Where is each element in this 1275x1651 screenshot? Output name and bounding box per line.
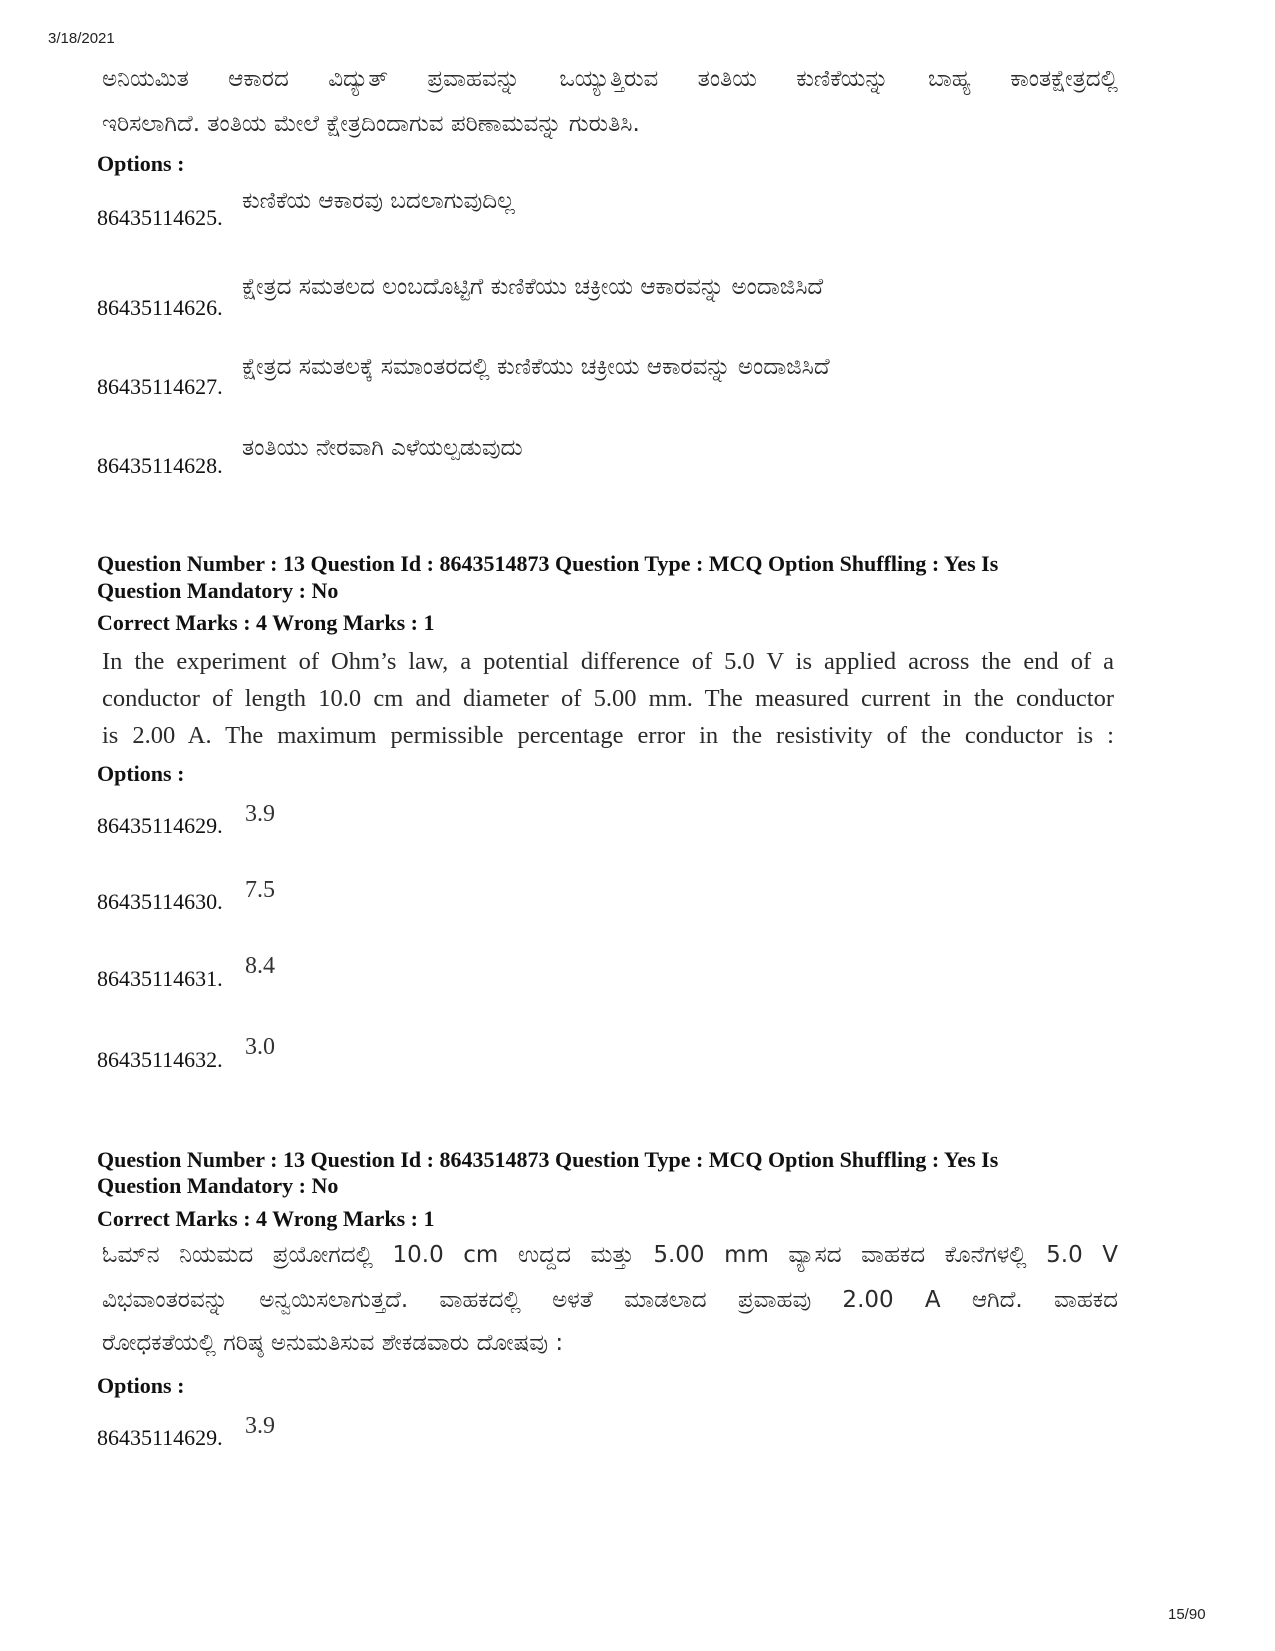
q13en-meta-line-2: Question Mandatory : No	[97, 578, 339, 603]
q12-options-label: Options :	[97, 151, 185, 176]
page-number: 15/90	[1168, 1606, 1206, 1623]
q12-option-id-4: 86435114628.	[97, 453, 223, 478]
q12-option-id-3: 86435114627.	[97, 374, 223, 399]
q13en-option-id-1: 86435114629.	[97, 813, 223, 838]
q12-option-id-2: 86435114626.	[97, 295, 223, 320]
q13en-option-text-4: 3.0	[245, 1034, 275, 1060]
q13kn-option-id-1: 86435114629.	[97, 1425, 223, 1450]
q13kn-stem-line-3: ರೋಧಕತೆಯಲ್ಲಿ ಗರಿಷ್ಠ ಅನುಮತಿಸುವ ಶೇಕಡವಾರು ದೋಷವು :	[102, 1330, 564, 1356]
q13kn-stem-line-2: ವಿಭವಾಂತರವನ್ನು ಅನ್ವಯಿಸಲಾಗುತ್ತದೆ. ವಾಹಕದಲ್ಲಿ ಅಳತೆ ಮಾಡಲಾದ ಪ್ರವಾಹವು 2.00 A ಆಗಿದೆ. ವಾಹಕದ	[102, 1287, 1118, 1313]
q13en-stem-line-1: In the experiment of Ohm’s law, a potential difference of 5.0 V is applied across the end of a	[102, 648, 1114, 675]
q13en-option-id-3: 86435114631.	[97, 966, 223, 991]
q13en-stem-line-2: conductor of length 10.0 cm and diameter of 5.00 mm. The measured current in the conductor	[102, 685, 1114, 712]
q12-option-text-4: ತಂತಿಯು ನೇರವಾಗಿ ಎಳೆಯಲ್ಪಡುವುದು	[242, 435, 523, 461]
q13kn-meta-line-1: Question Number : 13 Question Id : 8643514873 Question Type : MCQ Option Shuffling : Yes Is	[97, 1147, 999, 1172]
q12-option-text-2: ಕ್ಷೇತ್ರದ ಸಮತಲದ ಲಂಬದೊಟ್ಟಿಗೆ ಕುಣಿಕೆಯು ಚಕ್ರೀಯ ಆಕಾರವನ್ನು ಅಂದಾಜಿಸಿದೆ	[242, 274, 824, 300]
q12-option-text-1: ಕುಣಿಕೆಯ ಆಕಾರವು ಬದಲಾಗುವುದಿಲ್ಲ	[242, 188, 515, 214]
q13kn-marks: Correct Marks : 4 Wrong Marks : 1	[97, 1206, 435, 1231]
q12-stem-line-1: ಅನಿಯಮಿತ ಆಕಾರದ ವಿದ್ಯುತ್ ಪ್ರವಾಹವನ್ನು ಒಯ್ಯುತ್ತಿರುವ ತಂತಿಯ ಕುಣಿಕೆಯನ್ನು ಬಾಹ್ಯ ಕಾಂತಕ್ಷೇತ್ರದಲ್ಲಿ	[102, 66, 1118, 92]
q13en-marks: Correct Marks : 4 Wrong Marks : 1	[97, 610, 435, 635]
q13en-stem-line-3: is 2.00 A. The maximum permissible percentage error in the resistivity of the conductor is :	[102, 722, 1114, 749]
q13en-options-label: Options :	[97, 761, 185, 786]
q13kn-stem-line-1: ಓಮ್‌ನ ನಿಯಮದ ಪ್ರಯೋಗದಲ್ಲಿ 10.0 cm ಉದ್ದದ ಮತ್ತು 5.00 mm ವ್ಯಾಸದ ವಾಹಕದ ಕೊನೆಗಳಲ್ಲಿ 5.0 V	[102, 1242, 1118, 1268]
q12-stem-line-2: ಇರಿಸಲಾಗಿದೆ. ತಂತಿಯ ಮೇಲೆ ಕ್ಷೇತ್ರದಿಂದಾಗುವ ಪರಿಣಾಮವನ್ನು ಗುರುತಿಸಿ.	[102, 111, 640, 137]
q13kn-option-text-1: 3.9	[245, 1413, 275, 1439]
q12-option-id-1: 86435114625.	[97, 205, 223, 230]
q13en-option-text-1: 3.9	[245, 801, 275, 827]
print-date: 3/18/2021	[48, 30, 115, 47]
q13kn-meta-line-2: Question Mandatory : No	[97, 1173, 339, 1198]
q13kn-options-label: Options :	[97, 1373, 185, 1398]
q13en-option-id-2: 86435114630.	[97, 889, 223, 914]
q13en-option-text-3: 8.4	[245, 953, 275, 979]
q13en-option-text-2: 7.5	[245, 877, 275, 903]
q13en-meta-line-1: Question Number : 13 Question Id : 8643514873 Question Type : MCQ Option Shuffling : Yes Is	[97, 551, 999, 576]
q12-option-text-3: ಕ್ಷೇತ್ರದ ಸಮತಲಕ್ಕೆ ಸಮಾಂತರದಲ್ಲಿ ಕುಣಿಕೆಯು ಚಕ್ರೀಯ ಆಕಾರವನ್ನು ಅಂದಾಜಿಸಿದೆ	[242, 354, 830, 380]
q13en-option-id-4: 86435114632.	[97, 1047, 223, 1072]
